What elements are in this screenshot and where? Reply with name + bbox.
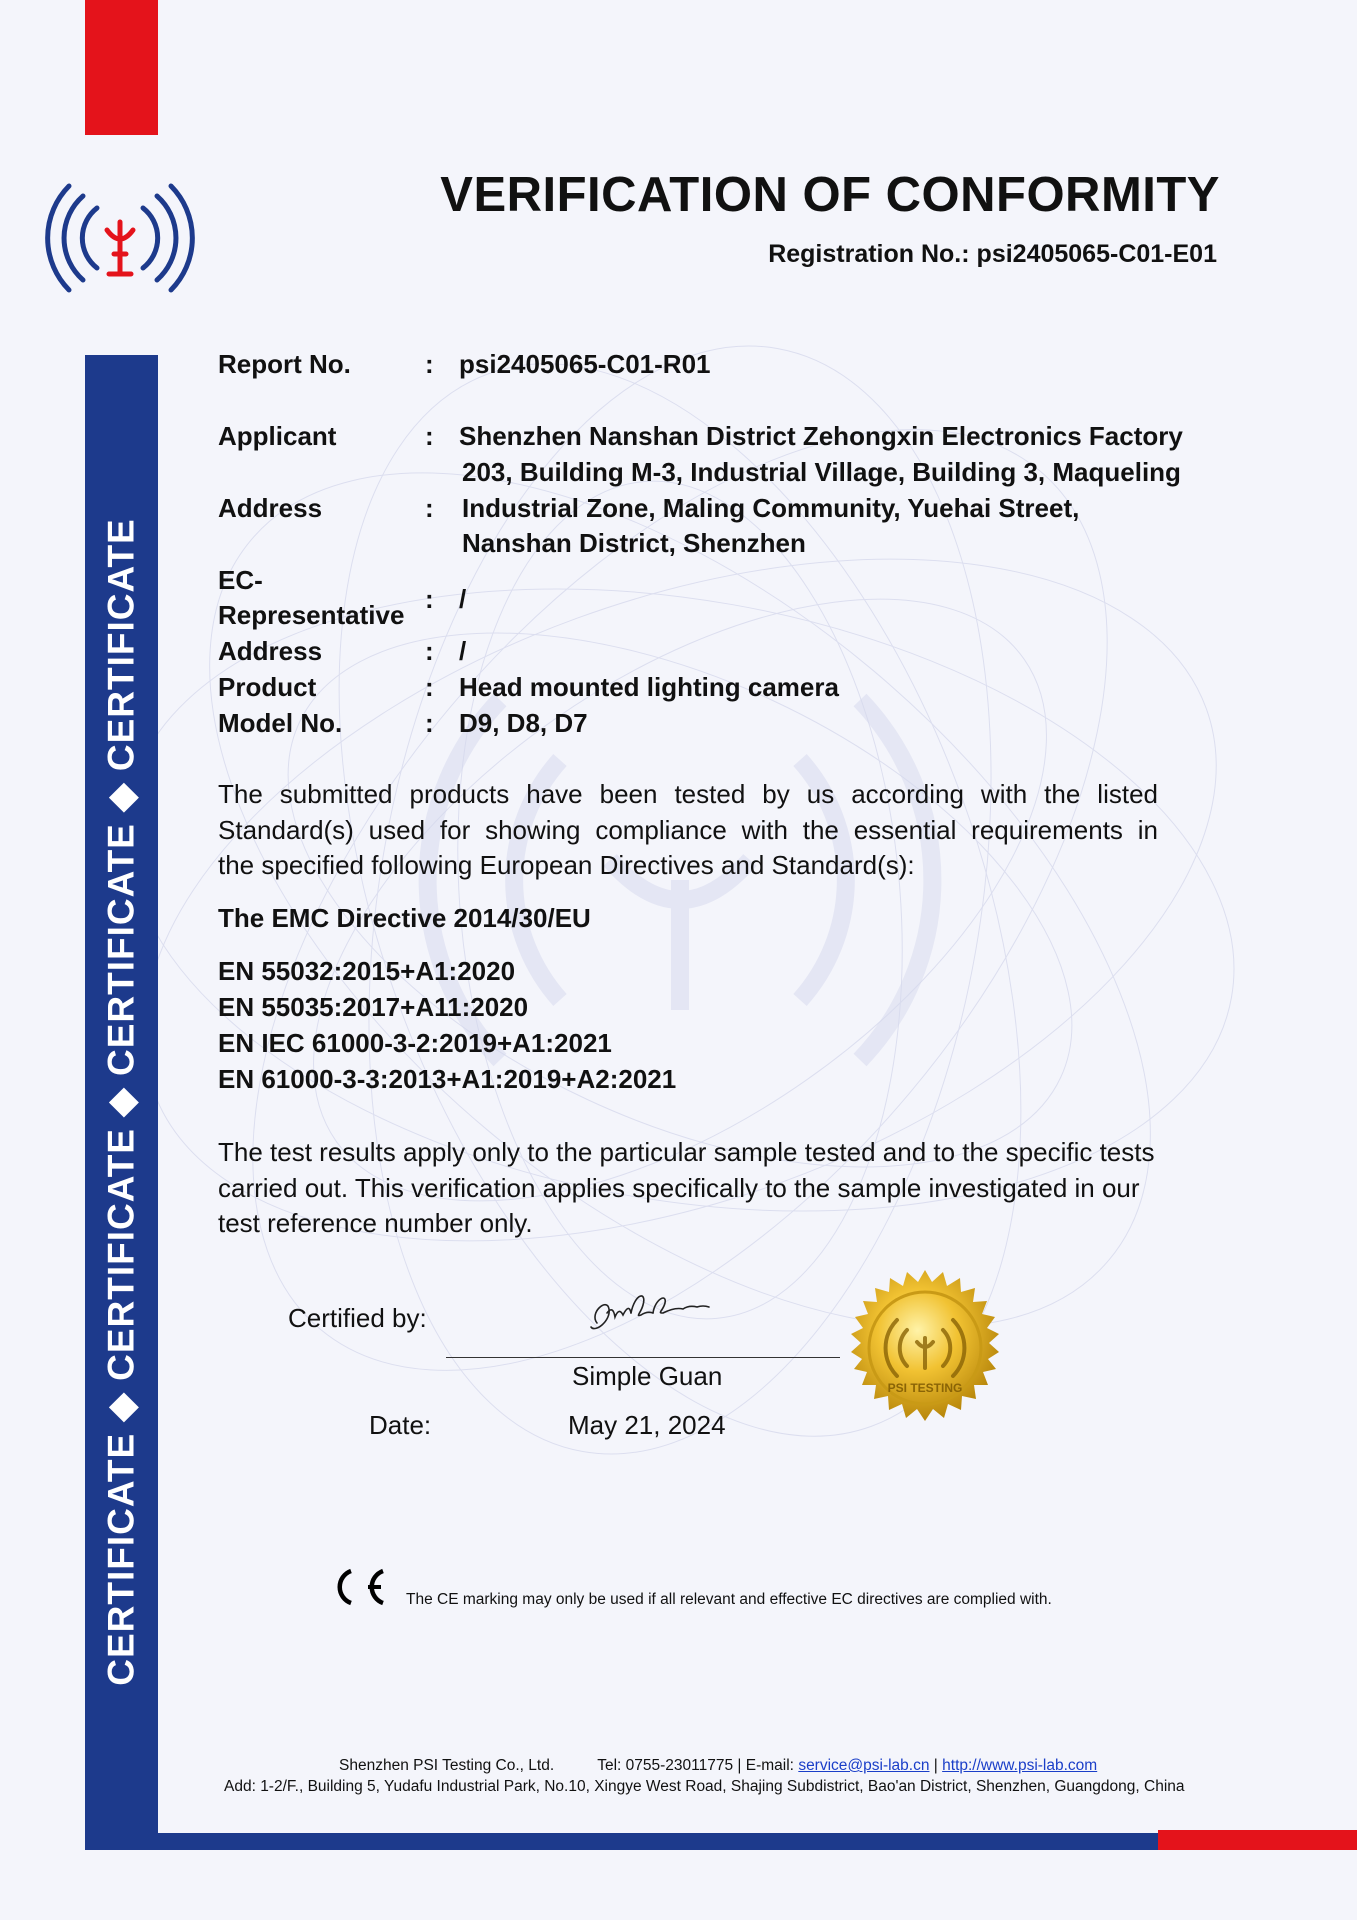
side-strip-text: CERTIFICATE ◆ CERTIFICATE ◆ CERTIFICATE ◆ CERTIFICATE (100, 518, 142, 1686)
ec-representative-value: / (459, 584, 467, 614)
standard-item: EN 55032:2015+A1:2020 (218, 956, 516, 986)
ec-address-value: / (459, 636, 467, 666)
ce-marking-note: The CE marking may only be used if all relevant and effective EC directives are complied with. (406, 1591, 1052, 1608)
address-line: 203, Building M-3, Industrial Village, Building 3, Maqueling (462, 457, 1181, 487)
field-separator: : (425, 584, 434, 614)
address-label: Address (218, 493, 323, 523)
field-separator: : (425, 349, 434, 379)
footer-company: Shenzhen PSI Testing Co., Ltd. (339, 1757, 555, 1774)
address-line: Nanshan District, Shenzhen (462, 528, 806, 558)
disclaimer-line: The test results apply only to the particular sample tested and to the specific tests (218, 1137, 1155, 1167)
registration-number: Registration No.: psi2405065-C01-E01 (768, 240, 1217, 268)
footer-website-link[interactable]: http://www.psi-lab.com (942, 1757, 1098, 1774)
applicant-label: Applicant (218, 421, 337, 451)
standard-item: EN IEC 61000-3-2:2019+A1:2021 (218, 1028, 612, 1058)
disclaimer-line: carried out. This verification applies specifically to the sample investigated in our (218, 1172, 1140, 1203)
ec-address-label: Address (218, 636, 323, 666)
applicant-value: Shenzhen Nanshan District Zehongxin Electronics Factory (459, 421, 1183, 451)
intro-line: Standard(s) used for showing compliance with the essential requirements in (218, 814, 1158, 845)
ce-mark-icon (325, 1565, 389, 1609)
footer-address: Add: 1-2/F., Building 5, Yudafu Industrial Park, No.10, Xingye West Road, Shajing Subdistrict, Bao'an District, Shenzhen, Guangdong, China (224, 1778, 1185, 1795)
psi-logo-icon (45, 178, 195, 303)
report-no-label: Report No. (218, 349, 351, 379)
date-label: Date: (369, 1410, 432, 1440)
model-no-label: Model No. (218, 708, 343, 738)
intro-line: the specified following European Directives and Standard(s): (218, 850, 915, 880)
certified-by-label: Certified by: (288, 1303, 427, 1333)
directive-heading: The EMC Directive 2014/30/EU (218, 903, 591, 933)
seal-text: PSI TESTING (887, 1381, 963, 1395)
disclaimer-paragraph (218, 1135, 1198, 1242)
field-separator: : (425, 672, 434, 702)
intro-line: The submitted products have been tested by us according with the listed (218, 779, 1158, 809)
disclaimer-line: test reference number only. (218, 1208, 533, 1238)
intro-paragraph (218, 777, 1158, 884)
signer-name: Simple Guan (572, 1361, 723, 1391)
ec-representative-label-line1: EC- (218, 565, 263, 595)
field-separator: : (425, 708, 434, 738)
address-line: Industrial Zone, Maling Community, Yuehai Street, (462, 493, 1080, 523)
standard-item: EN 55035:2017+A11:2020 (218, 992, 529, 1022)
top-red-bar (85, 0, 158, 135)
standard-item: EN 61000-3-3:2013+A1:2019+A2:2021 (218, 1064, 677, 1094)
signature-image (585, 1283, 715, 1343)
signature-line (446, 1357, 840, 1358)
footer-email-link[interactable]: service@psi-lab.cn (798, 1757, 930, 1774)
date-value: May 21, 2024 (568, 1410, 726, 1440)
bottom-red-bar (1158, 1830, 1357, 1850)
footer-contact: Shenzhen PSI Testing Co., Ltd. Tel: 0755-23011775 | E-mail: service@psi-lab.cn | http://www.psi-lab.com (339, 1757, 1098, 1774)
report-no-value: psi2405065-C01-R01 (459, 349, 711, 379)
field-separator: : (425, 421, 434, 451)
field-separator: : (425, 493, 434, 523)
product-label: Product (218, 672, 317, 702)
gold-seal-icon (835, 1268, 1015, 1448)
ec-representative-label-line2: Representative (218, 600, 405, 630)
footer-tel: Tel: 0755-23011775 (597, 1757, 734, 1774)
document-title: VERIFICATION OF CONFORMITY (440, 168, 1220, 222)
product-value: Head mounted lighting camera (459, 672, 839, 702)
field-separator: : (425, 636, 434, 666)
model-no-value: D9, D8, D7 (459, 708, 588, 738)
